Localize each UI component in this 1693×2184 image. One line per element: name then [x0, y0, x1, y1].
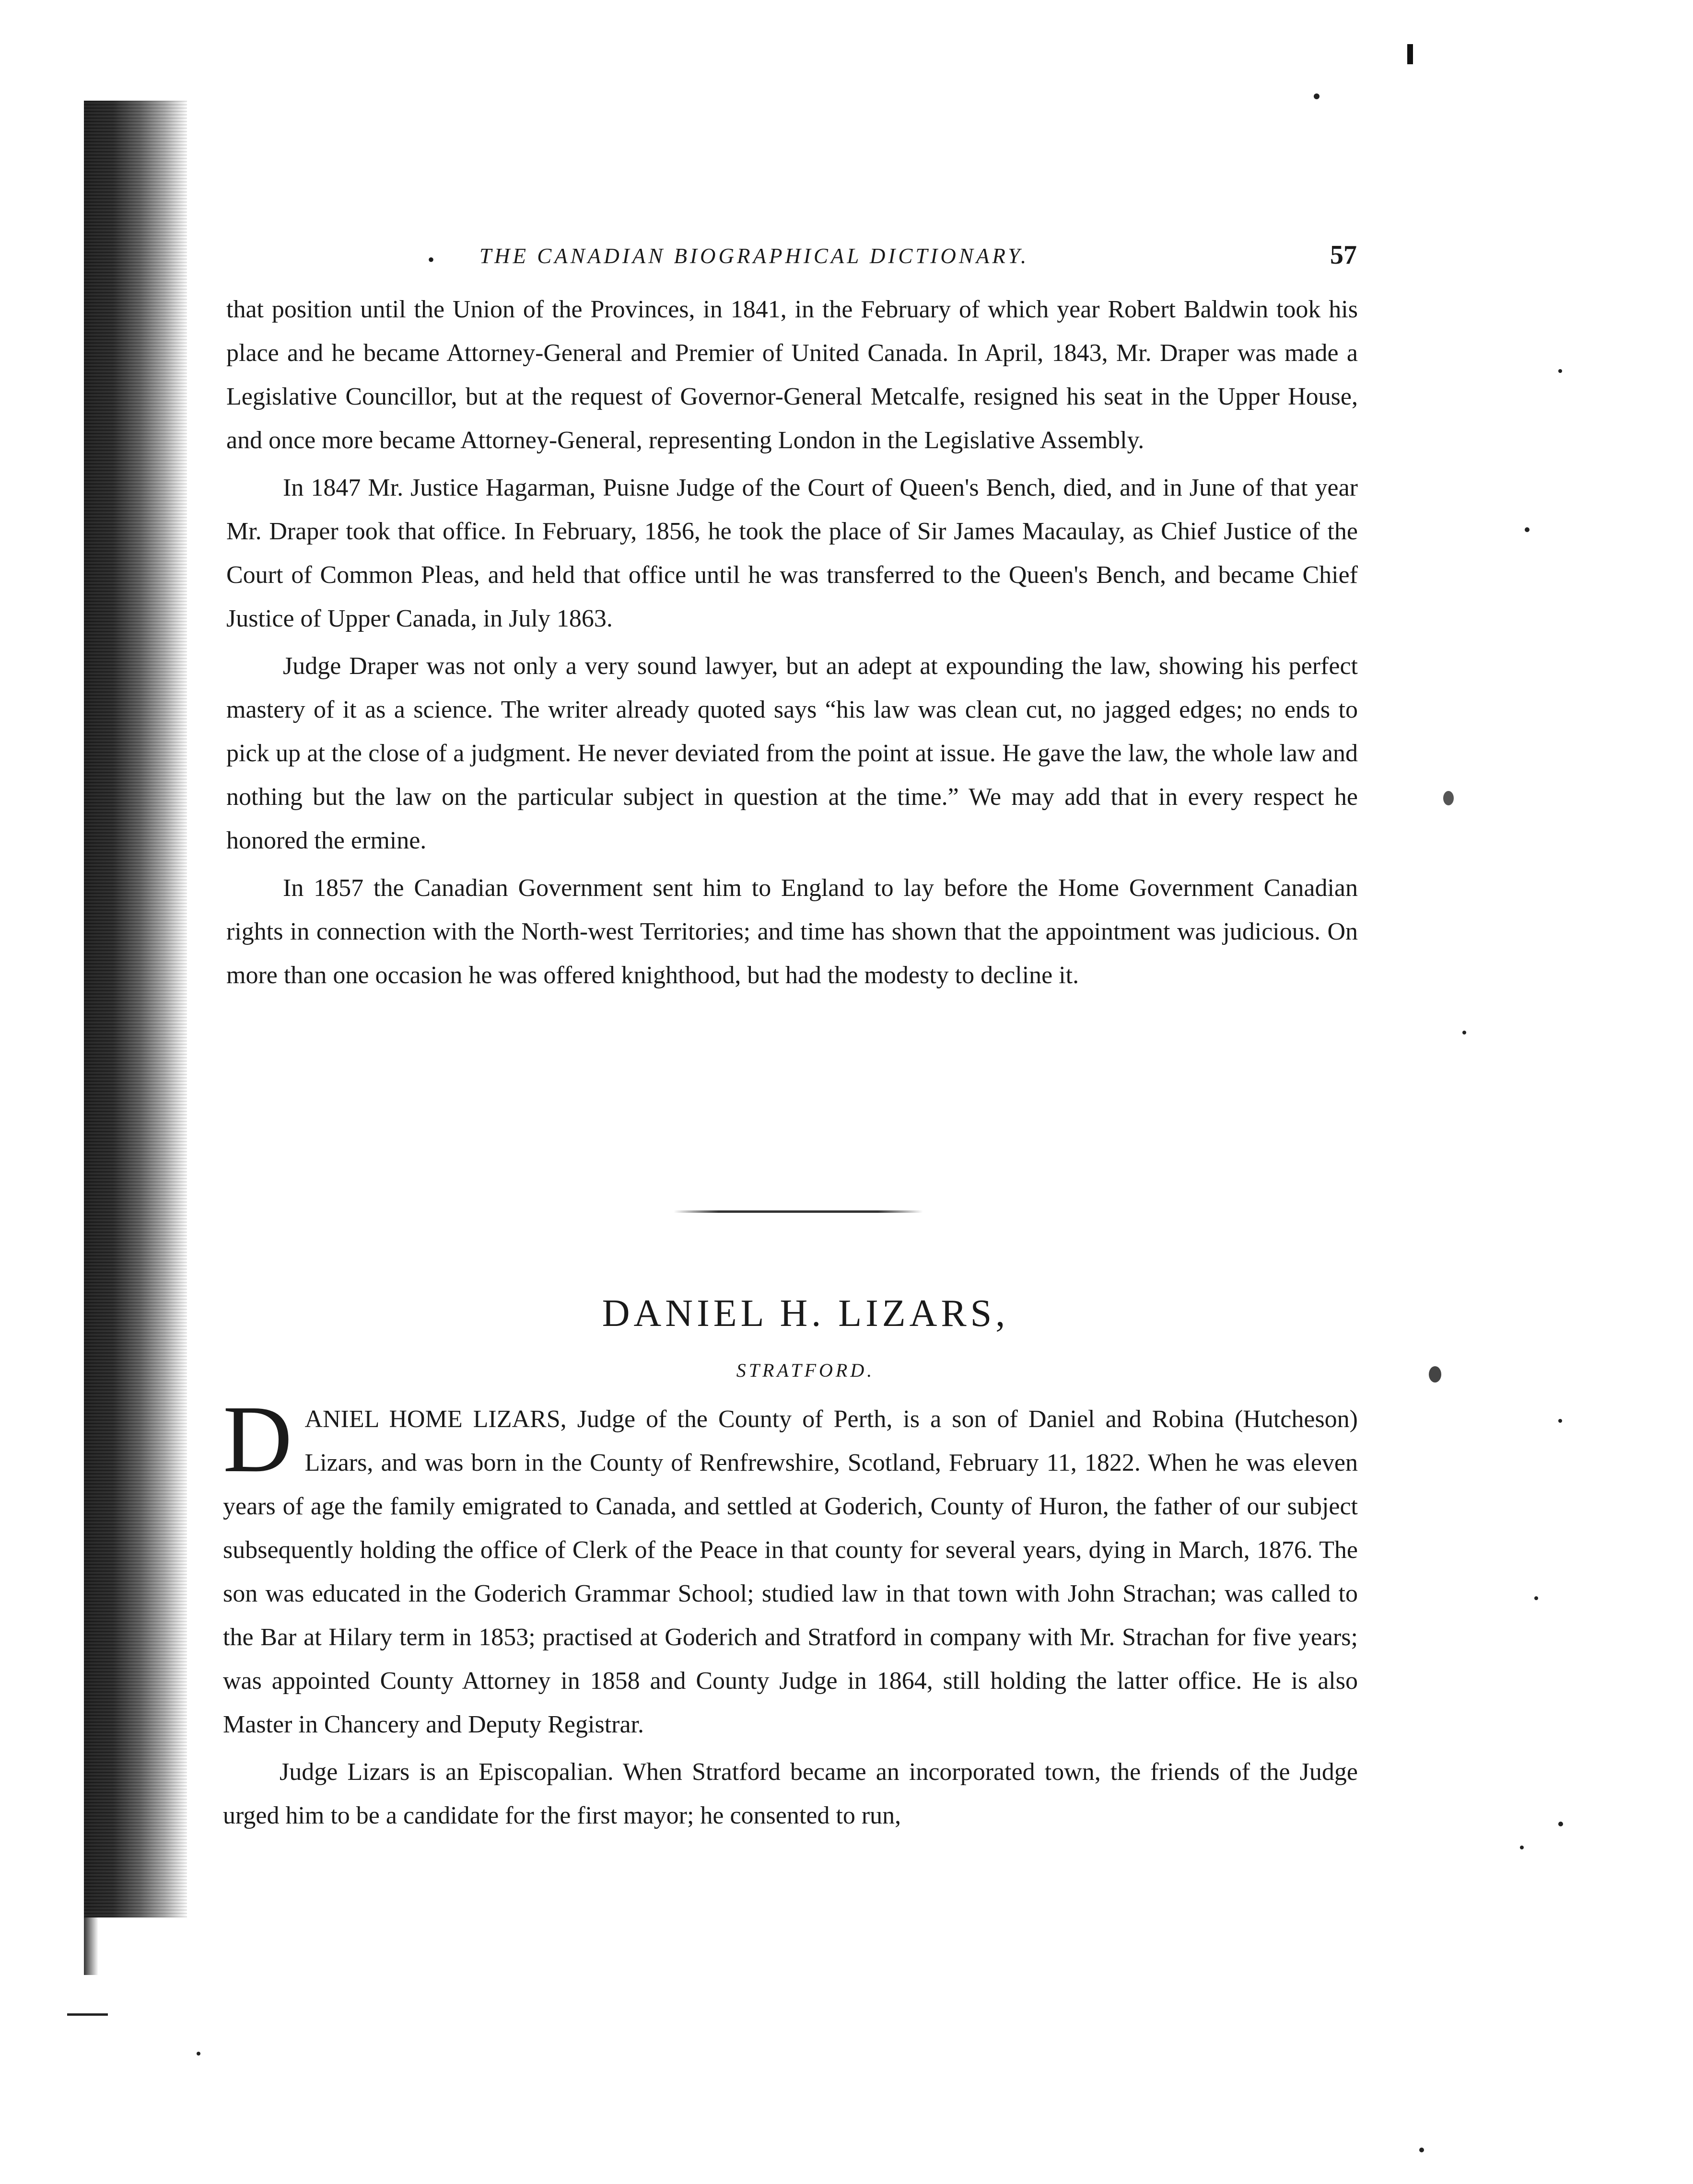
corner-mark [1407, 44, 1413, 64]
entry-title: DANIEL H. LIZARS, [602, 1292, 1009, 1335]
page-header [221, 240, 1362, 278]
paragraph: In 1847 Mr. Justice Hagarman, Puisne Judge of the Court of Queen's Bench, died, and in June of that year Mr. Draper took that office. In February, 1856, he took the place of Sir James Macaulay, as Chief Justice of the Court of Common Pleas, and held that office until he was transferred to the Queen's Bench, and became Chief Justice of Upper Canada, in July 1863. [226, 474, 1358, 632]
page-number: 57 [1330, 240, 1357, 270]
entry-first-paragraph [223, 1386, 1358, 1746]
running-head: THE CANADIAN BIOGRAPHICAL DICTIONARY. [479, 244, 1029, 268]
section-divider [674, 1210, 923, 1213]
drop-cap: D [223, 1386, 292, 1492]
paragraph: that position until the Union of the Provinces, in 1841, in the February of which year Robert Baldwin took his place and he became Attorney-General and Premier of United Canada. In April, 1843, Mr. Draper was made a Legislative Councillor, but at the request of Governor-General Metcalfe, resigned his seat in the Upper House, and once more became Attorney-General, representing London in the Legislative Assembly. [226, 296, 1358, 454]
binding-shadow-lower [84, 1917, 98, 1975]
paragraph: Judge Draper was not only a very sound lawyer, but an adept at expounding the law, showing his perfect mastery of it as a science. The writer already quoted says “his law was clean cut, no jagged edges; no ends to pick up at the close of a judgment. He never deviated from the point at issue. He gave the law, the whole law and nothing but the law on the particular subject in question at the time.” We may add that in every respect he honored the ermine. [226, 652, 1358, 854]
entry-body [223, 1386, 1358, 1841]
margin-rule [67, 2013, 108, 2016]
entry-place: STRATFORD. [736, 1359, 875, 1381]
paragraph: In 1857 the Canadian Government sent him to England to lay before the Home Government Canadian rights in connection with the North-west Territories; and time has shown that the appointment was judicious. On more than one occasion he was offered knighthood, but had the modesty to decline it. [226, 874, 1358, 989]
header-bullet: • [428, 249, 435, 270]
binding-shadow [84, 101, 187, 1917]
entry-first-paragraph-text: ANIEL HOME LIZARS, Judge of the County of Perth, is a son of Daniel and Robina (Hutcheson) Lizars, and was born in the County of Renfrewshire, Scotland, February 11, 1822. When he was eleven years of age the family emigrated to Canada, and settled at Goderich, County of Huron, the father of our subject subsequently holding the office of Clerk of the Peace in that county for several years, dying in March, 1876. The son was educated in the Goderich Grammar School; studied law in that town with John Strachan; was called to the Bar at Hilary term in 1853; practised at Goderich and Stratford in company with Mr. Strachan for five years; was appointed County Attorney in 1858 and County Judge in 1864, still holding the latter office. He is also Master in Chancery and Deputy Registrar. [223, 1406, 1358, 1738]
continuation-text [226, 288, 1358, 1001]
entry-second-paragraph: Judge Lizars is an Episcopalian. When Stratford became an incorporated town, the friends of the Judge urged him to be a candidate for the first mayor; he consented to run, [223, 1758, 1358, 1829]
